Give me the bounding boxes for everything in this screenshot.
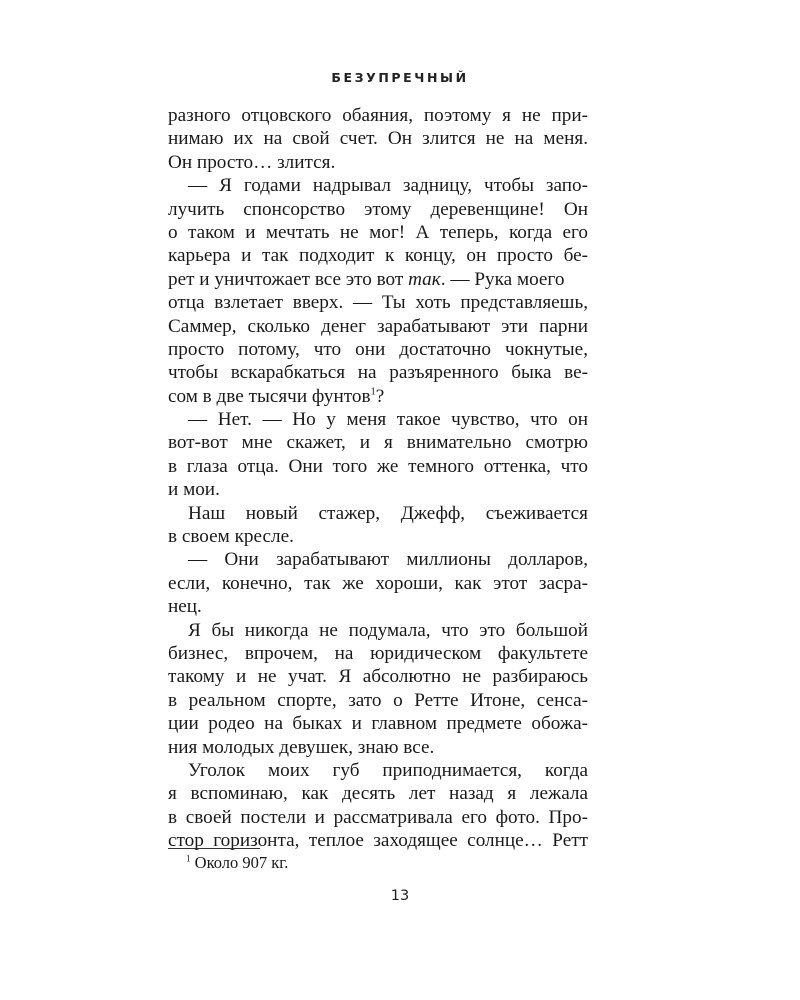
text-line: и мои. bbox=[168, 479, 220, 501]
text-fragment: сом в две тысячи фунтов bbox=[168, 385, 371, 407]
text-line: — Я годами надрывал задницу, чтобы запо- bbox=[188, 175, 588, 197]
text-line: бизнес, впрочем, на юридическом факультете bbox=[168, 642, 588, 664]
page-number: 13 bbox=[390, 888, 410, 904]
text-line: лучить спонсорство этому деревенщине! Он bbox=[168, 198, 588, 220]
text-line: в своей постели и рассматривала его фото. Про- bbox=[168, 806, 588, 828]
text-line: ния молодых девушек, знаю все. bbox=[168, 736, 435, 758]
text-fragment: . — Рука моего bbox=[440, 268, 565, 290]
text-line: отца взлетает вверх. — Ты хоть представляешь, bbox=[168, 292, 588, 314]
running-head-title: БЕЗУПРЕЧНЫЙ bbox=[331, 70, 469, 85]
body-text bbox=[168, 104, 588, 853]
text-line: вот-вот мне скажет, и я внимательно смотрю bbox=[168, 432, 588, 454]
text-line: Саммер, сколько денег зарабатывают эти парни bbox=[168, 315, 588, 337]
text-line: в реальном спорте, зато о Ретте Итоне, сенса- bbox=[168, 689, 588, 711]
text-line: Он просто… злится. bbox=[168, 151, 336, 173]
text-line: в своем кресле. bbox=[168, 526, 294, 548]
text-line: — Они зарабатывают миллионы долларов, bbox=[188, 549, 588, 571]
text-line: в глаза отца. Они того же темного оттенка, что bbox=[168, 455, 588, 477]
text-line: я вспоминаю, как десять лет назад я лежала bbox=[168, 783, 588, 805]
text-line: если, конечно, так же хороши, как этот засра- bbox=[168, 572, 588, 594]
text-line: такому и не учат. Я абсолютно не разбираюсь bbox=[168, 666, 588, 688]
text-fragment: ? bbox=[375, 385, 385, 407]
text-line: о таком и мечтать не мог! А теперь, когда его bbox=[168, 221, 588, 243]
text-line: просто потому, что они достаточно чокнутые, bbox=[168, 338, 588, 360]
text-line: Наш новый стажер, Джефф, съеживается bbox=[188, 502, 588, 524]
text-line: Уголок моих губ приподнимается, когда bbox=[188, 759, 588, 781]
text-line-mixed bbox=[168, 385, 588, 408]
footnote-text: Около 907 кг. bbox=[194, 853, 289, 872]
text-line: Я бы никогда не подумала, что это большой bbox=[188, 619, 588, 641]
text-line: карьера и так подходит к концу, он просто бе- bbox=[168, 245, 588, 267]
text-line: разного отцовского обаяния, поэтому я не при- bbox=[168, 105, 588, 126]
text-line-mixed bbox=[168, 268, 588, 291]
text-line: чтобы вскарабкаться на разъяренного быка ве- bbox=[168, 362, 588, 384]
text-fragment: рет и уничтожает все это вот bbox=[168, 268, 404, 290]
footnote-marker: 1 bbox=[186, 853, 191, 864]
text-line: стор горизонта, теплое заходящее солнце… Ретт bbox=[168, 830, 588, 852]
text-line: нец. bbox=[168, 596, 202, 618]
footnote bbox=[186, 853, 288, 873]
italic-emphasis: так bbox=[408, 268, 441, 290]
footnote-reference[interactable]: 1 bbox=[370, 386, 376, 398]
footnote-divider bbox=[168, 848, 260, 849]
text-line: ции родео на быках и главном предмете обожа- bbox=[168, 713, 588, 735]
text-line: — Нет. — Но у меня такое чувство, что он bbox=[188, 409, 588, 431]
text-line: нимаю их на свой счет. Он злится не на меня. bbox=[168, 128, 588, 150]
